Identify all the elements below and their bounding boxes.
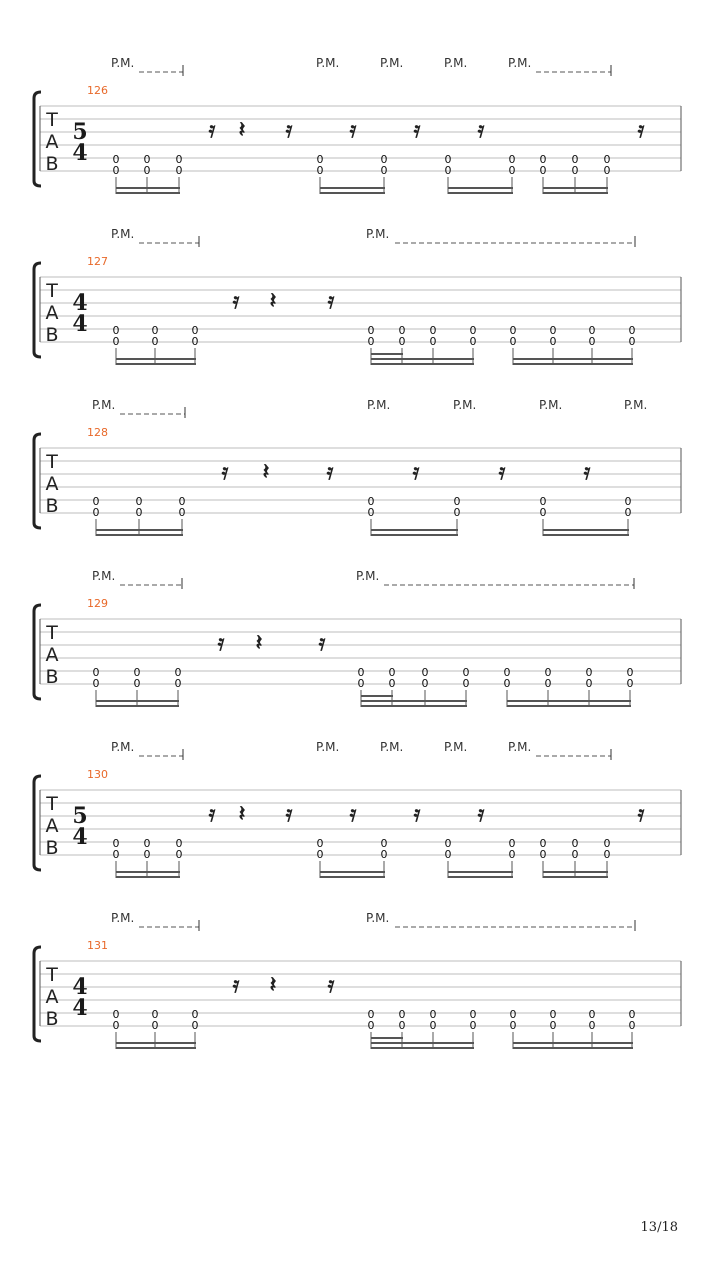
beam xyxy=(116,363,196,365)
fret-number: 0 xyxy=(509,1008,517,1021)
fret-number: 0 xyxy=(112,324,120,337)
fret-number: 0 xyxy=(175,848,183,861)
tab-letter: A xyxy=(45,644,59,666)
fret-number: 0 xyxy=(398,335,406,348)
tab-letter: T xyxy=(46,793,58,815)
fret-number: 0 xyxy=(509,335,517,348)
fret-number: 0 xyxy=(628,335,636,348)
sixteenth-rest: 𝄿 xyxy=(413,802,421,827)
fret-number: 0 xyxy=(453,506,461,519)
time-signature-bottom: 4 xyxy=(72,995,88,1021)
time-signature-top: 5 xyxy=(72,803,88,829)
fret-number: 0 xyxy=(469,1019,477,1032)
beam xyxy=(448,876,513,878)
fret-number: 0 xyxy=(380,153,388,166)
fret-number: 0 xyxy=(421,677,429,690)
beam xyxy=(116,192,180,194)
fret-number: 0 xyxy=(143,848,151,861)
palm-mute-label: P.M. xyxy=(444,740,468,754)
beam xyxy=(361,700,467,702)
tab-letter: A xyxy=(45,815,59,837)
fret-number: 0 xyxy=(626,666,634,679)
fret-number: 0 xyxy=(316,164,324,177)
fret-number: 0 xyxy=(444,164,452,177)
palm-mute-label: P.M. xyxy=(92,398,116,412)
beam xyxy=(507,700,631,702)
beam xyxy=(361,695,393,697)
fret-number: 0 xyxy=(151,324,159,337)
measure-number: 131 xyxy=(87,939,108,952)
fret-number: 0 xyxy=(462,677,470,690)
measure-number: 127 xyxy=(87,255,108,268)
quarter-rest: 𝄽 xyxy=(269,973,277,998)
fret-number: 0 xyxy=(178,506,186,519)
palm-mute-label: P.M. xyxy=(111,740,135,754)
palm-mute-label: P.M. xyxy=(316,740,340,754)
beam xyxy=(116,871,180,873)
sixteenth-rest: 𝄿 xyxy=(637,118,645,143)
fret-number: 0 xyxy=(398,324,406,337)
beam xyxy=(513,1047,633,1049)
sixteenth-rest: 𝄿 xyxy=(477,118,485,143)
sixteenth-rest: 𝄿 xyxy=(327,973,335,998)
sixteenth-rest: 𝄿 xyxy=(285,118,293,143)
tab-letter: T xyxy=(46,622,58,644)
beam xyxy=(361,705,467,707)
beam xyxy=(513,363,633,365)
tab-letter: A xyxy=(45,131,59,153)
fret-number: 0 xyxy=(588,335,596,348)
measure-number: 128 xyxy=(87,426,108,439)
fret-number: 0 xyxy=(539,837,547,850)
fret-number: 0 xyxy=(429,1019,437,1032)
sixteenth-rest: 𝄿 xyxy=(413,118,421,143)
fret-number: 0 xyxy=(367,335,375,348)
quarter-rest: 𝄽 xyxy=(262,460,270,485)
fret-number: 0 xyxy=(398,1019,406,1032)
fret-number: 0 xyxy=(508,837,516,850)
measure-number: 126 xyxy=(87,84,108,97)
fret-number: 0 xyxy=(544,666,552,679)
beam xyxy=(371,353,403,355)
fret-number: 0 xyxy=(626,677,634,690)
fret-number: 0 xyxy=(549,1019,557,1032)
fret-number: 0 xyxy=(191,324,199,337)
quarter-rest: 𝄽 xyxy=(269,289,277,314)
tab-letter: T xyxy=(46,964,58,986)
palm-mute-label: P.M. xyxy=(453,398,477,412)
beam xyxy=(543,871,608,873)
beam xyxy=(116,358,196,360)
beam xyxy=(116,1042,196,1044)
fret-number: 0 xyxy=(112,335,120,348)
beam xyxy=(507,705,631,707)
beam xyxy=(543,187,608,189)
fret-number: 0 xyxy=(380,164,388,177)
sixteenth-rest: 𝄿 xyxy=(326,460,334,485)
sixteenth-rest: 𝄿 xyxy=(412,460,420,485)
palm-mute-label: P.M. xyxy=(380,56,404,70)
fret-number: 0 xyxy=(421,666,429,679)
fret-number: 0 xyxy=(133,677,141,690)
fret-number: 0 xyxy=(603,837,611,850)
fret-number: 0 xyxy=(503,677,511,690)
fret-number: 0 xyxy=(112,837,120,850)
fret-number: 0 xyxy=(508,164,516,177)
fret-number: 0 xyxy=(357,666,365,679)
palm-mute-label: P.M. xyxy=(316,56,340,70)
palm-mute-label: P.M. xyxy=(539,398,563,412)
beam xyxy=(96,700,179,702)
fret-number: 0 xyxy=(588,1008,596,1021)
palm-mute-label: P.M. xyxy=(624,398,648,412)
fret-number: 0 xyxy=(316,837,324,850)
beam xyxy=(448,192,513,194)
fret-number: 0 xyxy=(92,495,100,508)
fret-number: 0 xyxy=(316,153,324,166)
fret-number: 0 xyxy=(503,666,511,679)
fret-number: 0 xyxy=(444,153,452,166)
fret-number: 0 xyxy=(191,1008,199,1021)
beam xyxy=(513,358,633,360)
sixteenth-rest: 𝄿 xyxy=(208,118,216,143)
sixteenth-rest: 𝄿 xyxy=(349,118,357,143)
tab-letter: A xyxy=(45,302,59,324)
fret-number: 0 xyxy=(588,1019,596,1032)
palm-mute-label: P.M. xyxy=(356,569,380,583)
fret-number: 0 xyxy=(539,506,547,519)
sixteenth-rest: 𝄿 xyxy=(477,802,485,827)
fret-number: 0 xyxy=(571,848,579,861)
fret-number: 0 xyxy=(571,153,579,166)
beam xyxy=(116,187,180,189)
fret-number: 0 xyxy=(175,837,183,850)
fret-number: 0 xyxy=(316,848,324,861)
beam xyxy=(448,187,513,189)
beam xyxy=(448,871,513,873)
fret-number: 0 xyxy=(92,506,100,519)
sixteenth-rest: 𝄿 xyxy=(349,802,357,827)
fret-number: 0 xyxy=(628,1019,636,1032)
sixteenth-rest: 𝄿 xyxy=(327,289,335,314)
beam xyxy=(371,1042,474,1044)
time-signature-bottom: 4 xyxy=(72,311,88,337)
sixteenth-rest: 𝄿 xyxy=(637,802,645,827)
fret-number: 0 xyxy=(135,506,143,519)
quarter-rest: 𝄽 xyxy=(255,631,263,656)
sixteenth-rest: 𝄿 xyxy=(217,631,225,656)
beam xyxy=(371,534,458,536)
fret-number: 0 xyxy=(429,1008,437,1021)
beam xyxy=(320,871,385,873)
fret-number: 0 xyxy=(151,335,159,348)
fret-number: 0 xyxy=(508,153,516,166)
fret-number: 0 xyxy=(603,153,611,166)
fret-number: 0 xyxy=(549,324,557,337)
fret-number: 0 xyxy=(191,1019,199,1032)
fret-number: 0 xyxy=(544,677,552,690)
palm-mute-label: P.M. xyxy=(111,56,135,70)
fret-number: 0 xyxy=(151,1008,159,1021)
fret-number: 0 xyxy=(135,495,143,508)
fret-number: 0 xyxy=(367,495,375,508)
beam xyxy=(543,876,608,878)
tab-letter: T xyxy=(46,451,58,473)
quarter-rest: 𝄽 xyxy=(238,802,246,827)
beam xyxy=(96,705,179,707)
beam xyxy=(116,876,180,878)
fret-number: 0 xyxy=(469,324,477,337)
fret-number: 0 xyxy=(539,495,547,508)
beam xyxy=(320,187,385,189)
fret-number: 0 xyxy=(367,1008,375,1021)
fret-number: 0 xyxy=(509,1019,517,1032)
tab-letter: B xyxy=(45,153,59,175)
fret-number: 0 xyxy=(92,677,100,690)
fret-number: 0 xyxy=(509,324,517,337)
fret-number: 0 xyxy=(429,324,437,337)
fret-number: 0 xyxy=(603,164,611,177)
fret-number: 0 xyxy=(453,495,461,508)
fret-number: 0 xyxy=(429,335,437,348)
fret-number: 0 xyxy=(508,848,516,861)
tab-letter: B xyxy=(45,495,59,517)
fret-number: 0 xyxy=(174,666,182,679)
fret-number: 0 xyxy=(462,666,470,679)
fret-number: 0 xyxy=(444,837,452,850)
palm-mute-label: P.M. xyxy=(367,398,391,412)
sixteenth-rest: 𝄿 xyxy=(232,973,240,998)
tab-letter: B xyxy=(45,666,59,688)
time-signature-bottom: 4 xyxy=(72,140,88,166)
fret-number: 0 xyxy=(112,1019,120,1032)
fret-number: 0 xyxy=(603,848,611,861)
beam xyxy=(371,363,474,365)
fret-number: 0 xyxy=(571,837,579,850)
beam xyxy=(320,192,385,194)
palm-mute-label: P.M. xyxy=(111,227,135,241)
tab-letter: T xyxy=(46,280,58,302)
fret-number: 0 xyxy=(143,164,151,177)
palm-mute-label: P.M. xyxy=(444,56,468,70)
time-signature-top: 5 xyxy=(72,119,88,145)
measure-number: 129 xyxy=(87,597,108,610)
beam xyxy=(371,1047,474,1049)
palm-mute-label: P.M. xyxy=(508,56,532,70)
fret-number: 0 xyxy=(367,1019,375,1032)
fret-number: 0 xyxy=(151,1019,159,1032)
sixteenth-rest: 𝄿 xyxy=(318,631,326,656)
fret-number: 0 xyxy=(539,164,547,177)
sixteenth-rest: 𝄿 xyxy=(498,460,506,485)
beam xyxy=(96,534,183,536)
sixteenth-rest: 𝄿 xyxy=(232,289,240,314)
sixteenth-rest: 𝄿 xyxy=(208,802,216,827)
beam xyxy=(371,529,458,531)
beam xyxy=(371,358,474,360)
tab-letter: B xyxy=(45,324,59,346)
fret-number: 0 xyxy=(585,677,593,690)
fret-number: 0 xyxy=(380,837,388,850)
palm-mute-label: P.M. xyxy=(111,911,135,925)
fret-number: 0 xyxy=(624,506,632,519)
beam xyxy=(96,529,183,531)
fret-number: 0 xyxy=(143,837,151,850)
fret-number: 0 xyxy=(174,677,182,690)
time-signature-top: 4 xyxy=(72,290,88,316)
fret-number: 0 xyxy=(112,848,120,861)
tab-letter: B xyxy=(45,1008,59,1030)
fret-number: 0 xyxy=(380,848,388,861)
measure-number: 130 xyxy=(87,768,108,781)
beam xyxy=(320,876,385,878)
time-signature-top: 4 xyxy=(72,974,88,1000)
fret-number: 0 xyxy=(367,324,375,337)
palm-mute-label: P.M. xyxy=(508,740,532,754)
beam xyxy=(116,1047,196,1049)
fret-number: 0 xyxy=(357,677,365,690)
fret-number: 0 xyxy=(112,1008,120,1021)
fret-number: 0 xyxy=(133,666,141,679)
fret-number: 0 xyxy=(549,1008,557,1021)
fret-number: 0 xyxy=(388,677,396,690)
tab-letter: A xyxy=(45,986,59,1008)
fret-number: 0 xyxy=(444,848,452,861)
fret-number: 0 xyxy=(585,666,593,679)
sixteenth-rest: 𝄿 xyxy=(285,802,293,827)
time-signature-bottom: 4 xyxy=(72,824,88,850)
palm-mute-label: P.M. xyxy=(366,227,390,241)
fret-number: 0 xyxy=(92,666,100,679)
beam xyxy=(543,192,608,194)
sixteenth-rest: 𝄿 xyxy=(221,460,229,485)
fret-number: 0 xyxy=(367,506,375,519)
quarter-rest: 𝄽 xyxy=(238,118,246,143)
fret-number: 0 xyxy=(549,335,557,348)
fret-number: 0 xyxy=(191,335,199,348)
fret-number: 0 xyxy=(588,324,596,337)
fret-number: 0 xyxy=(112,164,120,177)
fret-number: 0 xyxy=(628,1008,636,1021)
palm-mute-label: P.M. xyxy=(366,911,390,925)
tab-letter: B xyxy=(45,837,59,859)
sixteenth-rest: 𝄿 xyxy=(583,460,591,485)
fret-number: 0 xyxy=(398,1008,406,1021)
fret-number: 0 xyxy=(388,666,396,679)
tab-letter: T xyxy=(46,109,58,131)
fret-number: 0 xyxy=(571,164,579,177)
fret-number: 0 xyxy=(624,495,632,508)
fret-number: 0 xyxy=(469,335,477,348)
palm-mute-label: P.M. xyxy=(380,740,404,754)
tab-letter: A xyxy=(45,473,59,495)
fret-number: 0 xyxy=(539,848,547,861)
fret-number: 0 xyxy=(143,153,151,166)
beam xyxy=(543,529,629,531)
beam xyxy=(543,534,629,536)
page-number: 13/18 xyxy=(640,1220,678,1235)
fret-number: 0 xyxy=(469,1008,477,1021)
fret-number: 0 xyxy=(628,324,636,337)
palm-mute-label: P.M. xyxy=(92,569,116,583)
fret-number: 0 xyxy=(112,153,120,166)
fret-number: 0 xyxy=(175,153,183,166)
fret-number: 0 xyxy=(539,153,547,166)
fret-number: 0 xyxy=(175,164,183,177)
beam xyxy=(371,1037,403,1039)
beam xyxy=(513,1042,633,1044)
fret-number: 0 xyxy=(178,495,186,508)
